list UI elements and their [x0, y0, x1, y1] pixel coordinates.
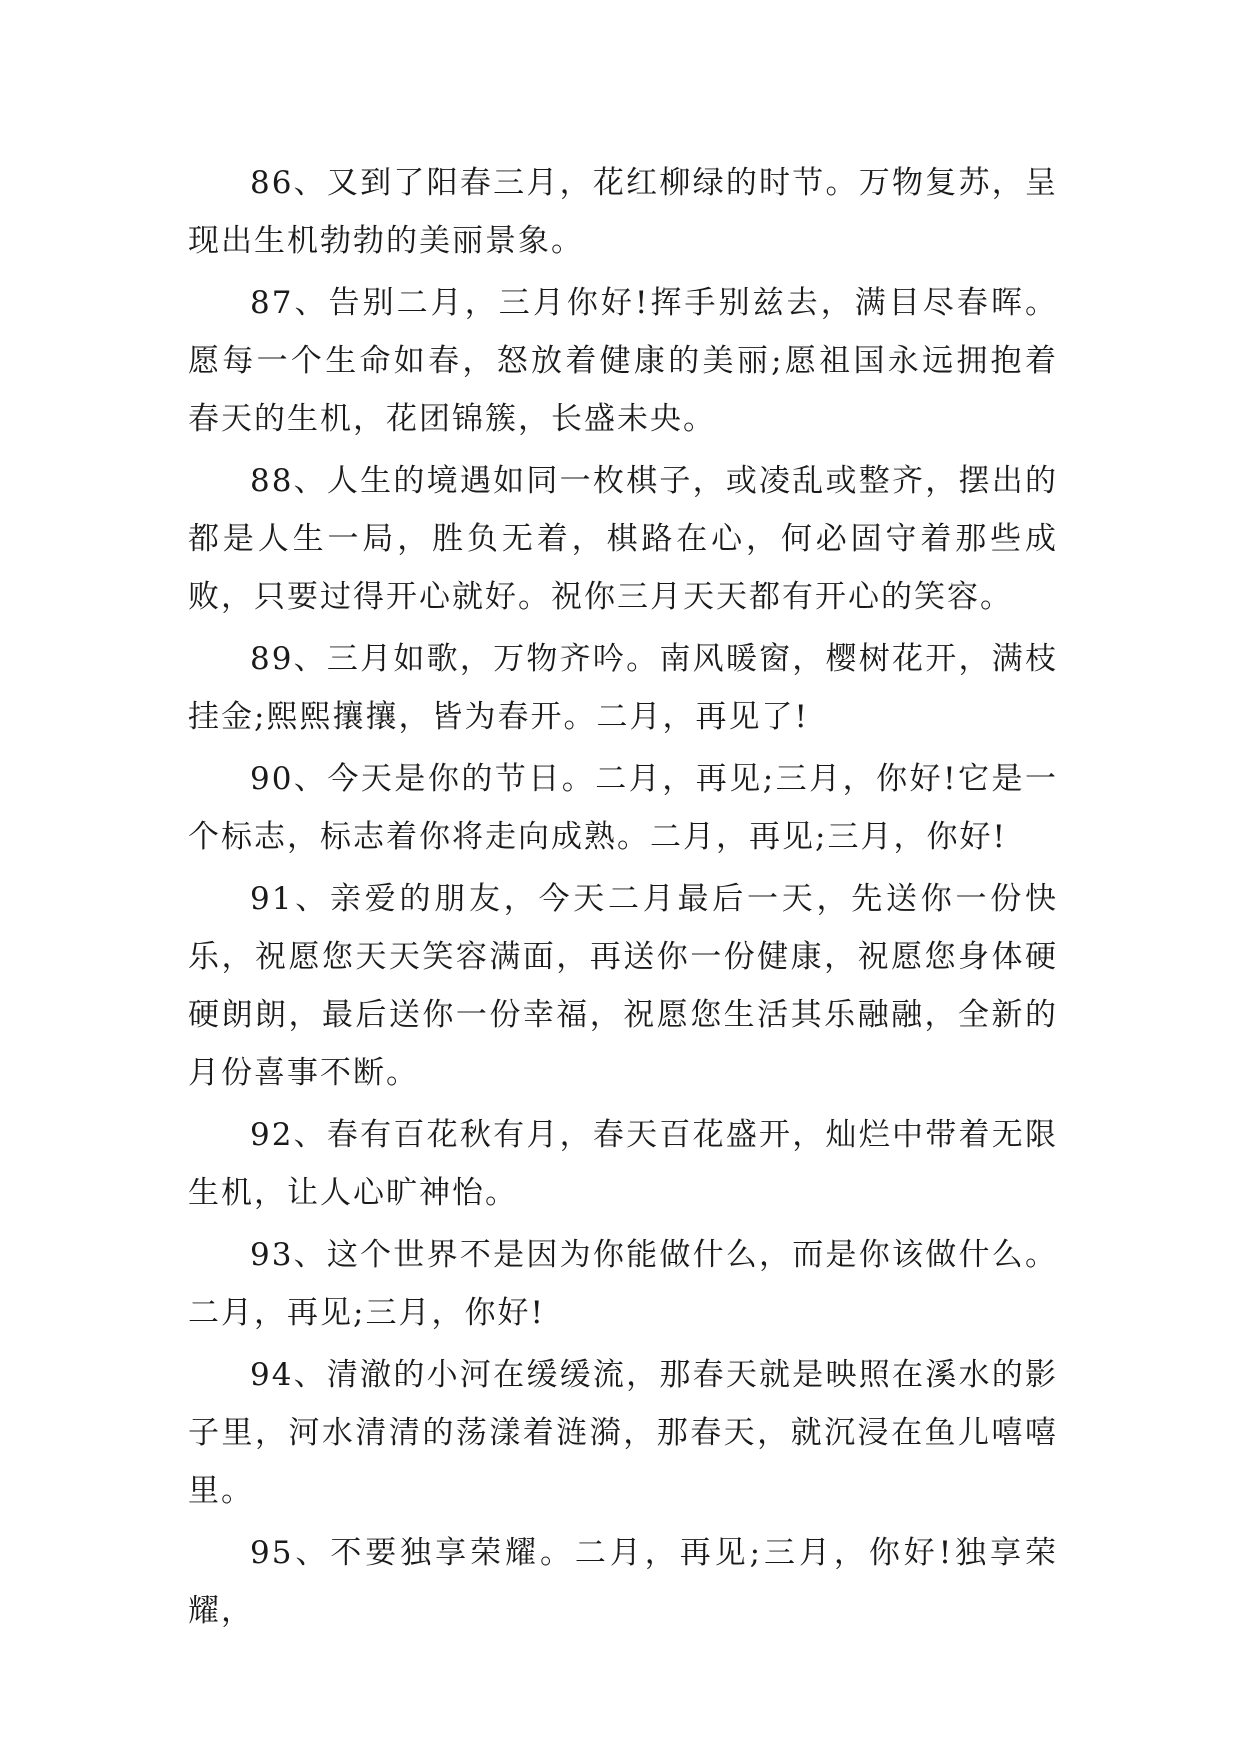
paragraph-87: 87、告别二月，三月你好!挥手别兹去，满目尽春晖。愿每一个生命如春，怒放着健康的美丽;愿祖国永远拥抱着春天的生机，花团锦簇，长盛未央。	[188, 285, 1058, 437]
paragraph-86: 86、又到了阳春三月，花红柳绿的时节。万物复苏，呈现出生机勃勃的美丽景象。	[188, 165, 1058, 259]
paragraph-95: 95、不要独享荣耀。二月，再见;三月，你好!独享荣耀，	[188, 1535, 1058, 1629]
paragraph-88: 88、人生的境遇如同一枚棋子，或凌乱或整齐，摆出的都是人生一局，胜负无着，棋路在心，何必固守着那些成败，只要过得开心就好。祝你三月天天都有开心的笑容。	[188, 463, 1058, 615]
paragraph-92: 92、春有百花秋有月，春天百花盛开，灿烂中带着无限生机，让人心旷神怡。	[188, 1117, 1058, 1211]
paragraph-91: 91、亲爱的朋友，今天二月最后一天，先送你一份快乐，祝愿您天天笑容满面，再送你一份健康，祝愿您身体硬硬朗朗，最后送你一份幸福，祝愿您生活其乐融融，全新的月份喜事不断。	[188, 881, 1058, 1091]
paragraph-93: 93、这个世界不是因为你能做什么，而是你该做什么。二月，再见;三月，你好!	[188, 1237, 1058, 1331]
document-body	[188, 154, 1058, 1644]
paragraph-94: 94、清澈的小河在缓缓流，那春天就是映照在溪水的影子里，河水清清的荡漾着涟漪，那春天，就沉浸在鱼儿嘻嘻里。	[188, 1357, 1058, 1509]
paragraph-90: 90、今天是你的节日。二月，再见;三月，你好!它是一个标志，标志着你将走向成熟。二月，再见;三月，你好!	[188, 761, 1058, 855]
paragraph-89: 89、三月如歌，万物齐吟。南风暖窗，樱树花开，满枝挂金;熙熙攘攘，皆为春开。二月，再见了!	[188, 641, 1058, 735]
